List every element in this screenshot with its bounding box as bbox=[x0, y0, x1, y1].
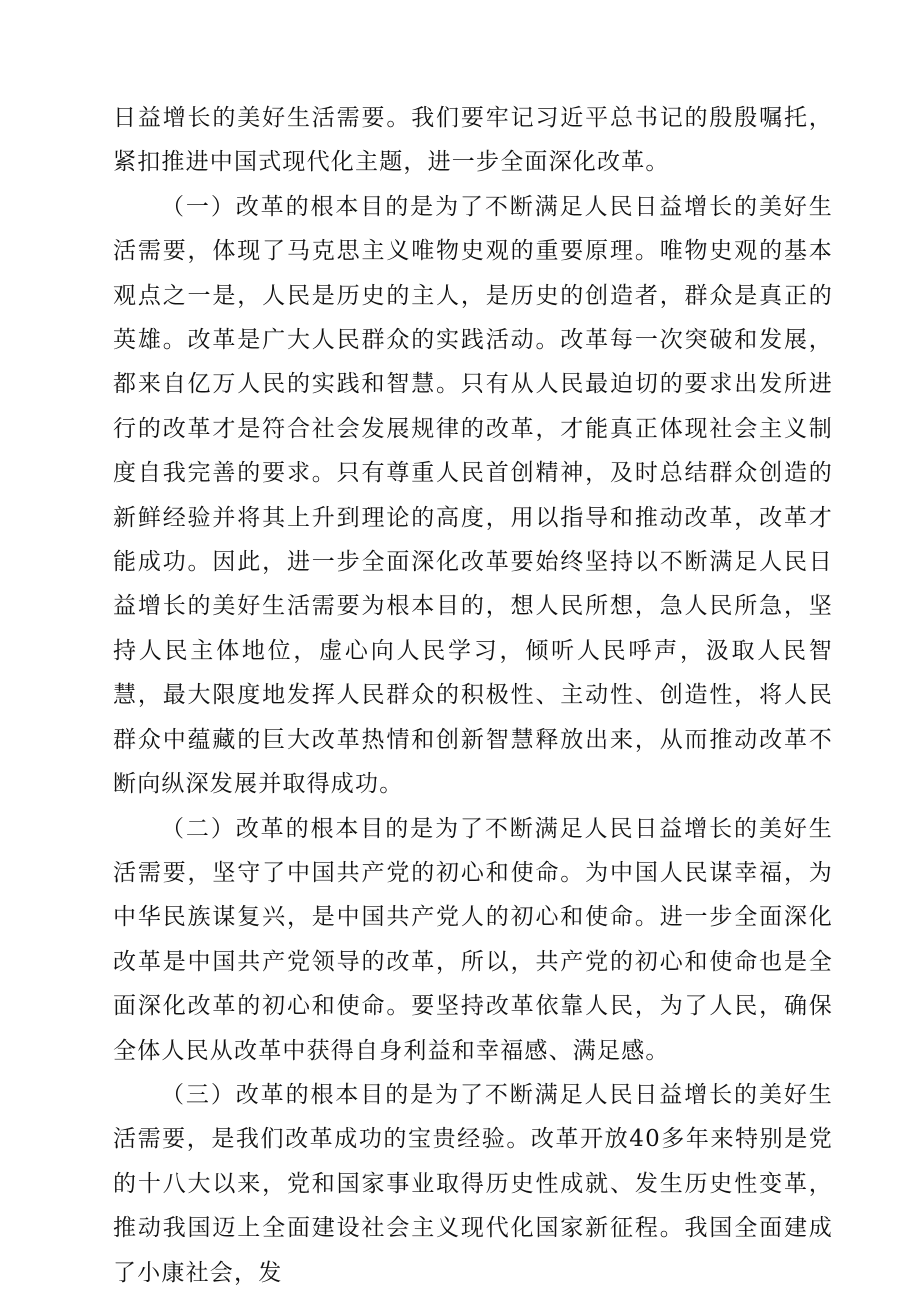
paragraph-continuation: 日益增长的美好生活需要。我们要牢记习近平总书记的殷殷嘱托，紧扣推进中国式现代化主题，进一步全面深化改革。 bbox=[113, 105, 833, 176]
paragraph-section-three: （三）改革的根本目的是为了不断满足人民日益增长的美好生活需要，是我们改革成功的宝贵经验。改革开放40多年来特别是党的十八大以来，党和国家事业取得历史性成就、发生历史性变革，推动我国迈上全面建设社会主义现代化国家新征程。我国全面建成了小康社会，发 bbox=[113, 1081, 833, 1286]
paragraph-section-one: （一）改革的根本目的是为了不断满足人民日益增长的美好生活需要，体现了马克思主义唯物史观的重要原理。唯物史观的基本观点之一是，人民是历史的主人，是历史的创造者，群众是真正的英雄。改革是广大人民群众的实践活动。改革每一次突破和发展，都来自亿万人民的实践和智慧。只有从人民最迫切的要求出发所进行的改革才是符合社会发展规律的改革，才能真正体现社会主义制度自我完善的要求。只有尊重人民首创精神，及时总结群众创造的新鲜经验并将其上升到理论的高度，用以指导和推动改革，改革才能成功。因此，进一步全面深化改革要始终坚持以不断满足人民日益增长的美好生活需要为根本目的，想人民所想，急人民所急，坚持人民主体地位，虚心向人民学习，倾听人民呼声，汲取人民智慧，最大限度地发挥人民群众的积极性、主动性、创造性，将人民群众中蕴藏的巨大改革热情和创新智慧释放出来，从而推动改革不断向纵深发展并取得成功。 bbox=[113, 193, 833, 798]
document-body bbox=[113, 96, 833, 1295]
paragraph-section-two: （二）改革的根本目的是为了不断满足人民日益增长的美好生活需要，坚守了中国共产党的初心和使命。为中国人民谋幸福，为中华民族谋复兴，是中国共产党人的初心和使命。进一步全面深化改革是中国共产党领导的改革，所以，共产党的初心和使命也是全面深化改革的初心和使命。要坚持改革依靠人民，为了人民，确保全体人民从改革中获得自身利益和幸福感、满足感。 bbox=[113, 815, 833, 1064]
